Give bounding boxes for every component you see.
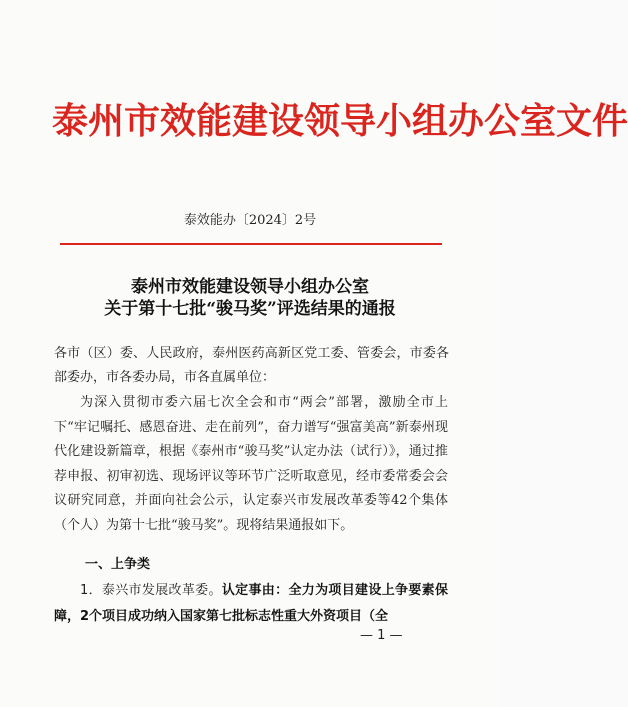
document-number: 泰效能办〔2024〕2号	[183, 213, 317, 228]
notice-title-line-1: 泰州市效能建设领导小组办公室	[131, 277, 369, 297]
body-paragraph: 为深入贯彻市委六届七次全会和市“两会”部署，激励全市上下“牢记嘱托、感恩奋进、走在前列”，奋力谱写“强富美高”新泰州现代化建设新篇章，根据《泰州市“骏马奖”认定办法（试行）》，通过推荐申报、初审初选、现场评议等环节广泛听取意见，经市委常委会会议研究同意，并面向社会公示，认定泰兴市发展改革委等42个集体（个人）为第十七批“骏马奖”。现将结果通报如下。	[54, 395, 448, 533]
red-divider-line	[60, 243, 442, 245]
section-item-1	[54, 578, 448, 630]
item-reason: 认定事由：全力为项目建设上争要素保障，2个项目成功纳入国家第七批标志性重大外资项目（全	[54, 583, 448, 624]
page-number: — 1 —	[360, 628, 403, 643]
section-heading: 一、上争类	[85, 557, 151, 572]
notice-title-line-2: 关于第十七批“骏马奖”评选结果的通报	[104, 299, 396, 319]
item-lead: 1．泰兴市发展改革委。	[80, 583, 222, 598]
issuer-title: 泰州市效能建设领导小组办公室文件	[52, 100, 628, 142]
addressees: 各市（区）委、人民政府，泰州医药高新区党工委、管委会，市委各部委办，市各委办局，市各直属单位：	[54, 346, 449, 385]
